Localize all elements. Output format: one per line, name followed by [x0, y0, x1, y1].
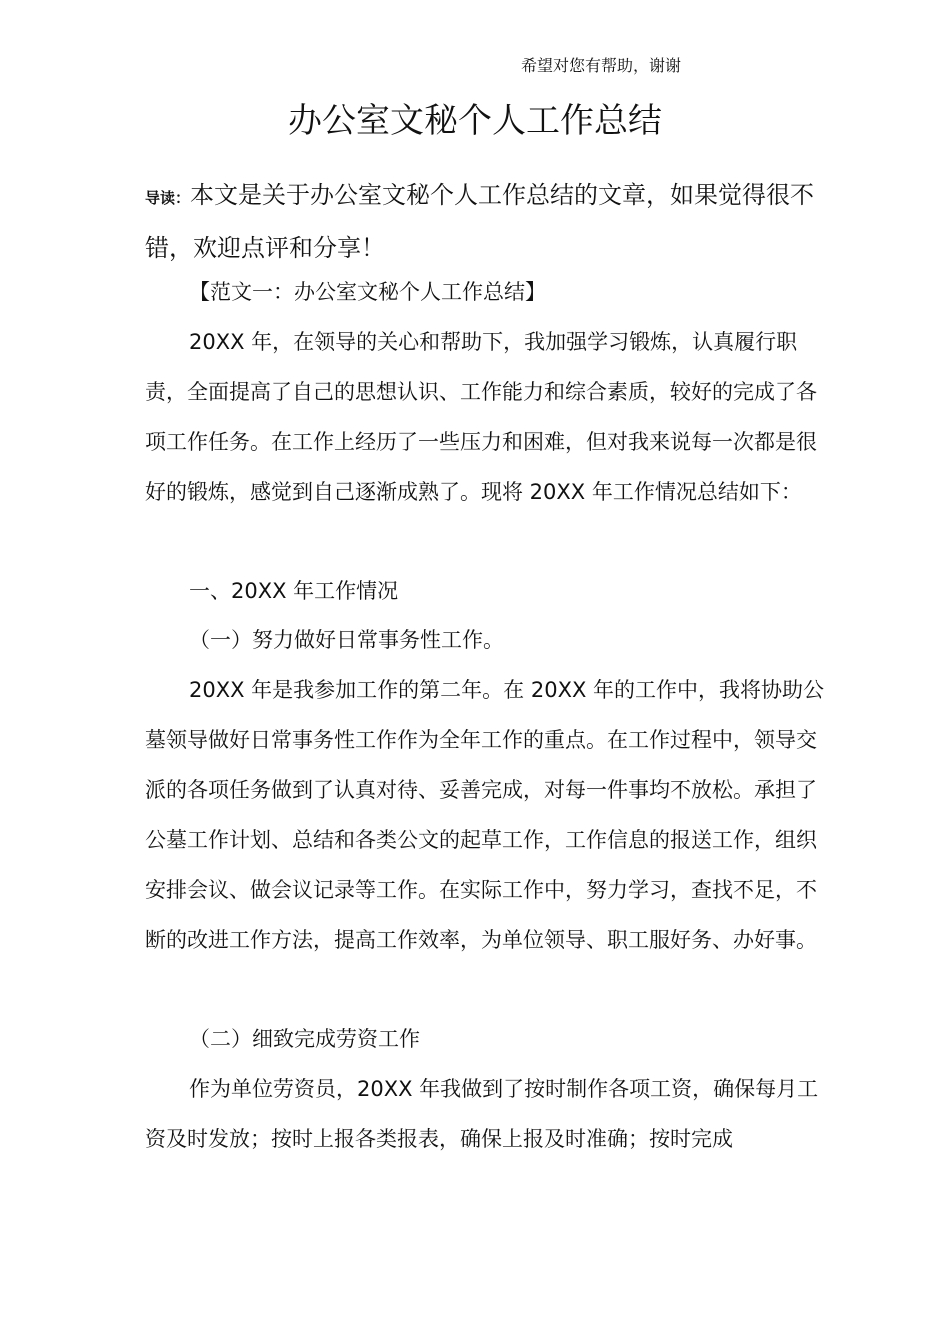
header-note: 希望对您有帮助，谢谢 [521, 56, 682, 75]
subsection-heading-payroll-work: （二）细致完成劳资工作 [189, 1027, 420, 1051]
sample-section-title: 【范文一：办公室文秘个人工作总结】 [189, 280, 546, 304]
paragraph-overview: 20XX 年，在领导的关心和帮助下，我加强学习锻炼，认真履行职责，全面提高了自己的思想认识、工作能力和综合素质，较好的完成了各项工作任务。在工作上经历了一些压力和困难，但对我来说每一次都是很好的锻炼，感觉到自己逐渐成熟了。现将 20XX 年工作情况总结如下： [145, 330, 817, 504]
intro-text: 本文是关于办公室文秘个人工作总结的文章，如果觉得很不错，欢迎点评和分享！ [145, 181, 815, 262]
intro-label: 导读： [145, 189, 191, 207]
section-heading-work-status: 一、20XX 年工作情况 [189, 579, 399, 603]
document-title: 办公室文秘个人工作总结 [288, 101, 662, 141]
paragraph-daily-work: 20XX 年是我参加工作的第二年。在 20XX 年的工作中，我将协助公墓领导做好日常事务性工作作为全年工作的重点。在工作过程中，领导交派的各项任务做到了认真对待、妥善完成，对每一件事均不放松。承担了公墓工作计划、总结和各类公文的起草工作，工作信息的报送工作，组织安排会议、做会议记录等工作。在实际工作中，努力学习，查找不足，不断的改进工作方法，提高工作效率，为单位领导、职工服好务、办好事。 [145, 678, 825, 952]
paragraph-payroll-work: 作为单位劳资员，20XX 年我做到了按时制作各项工资，确保每月工资及时发放；按时上报各类报表，确保上报及时准确；按时完成 [145, 1077, 819, 1151]
subsection-heading-daily-work: （一）努力做好日常事务性工作。 [189, 628, 504, 652]
intro-paragraph [145, 170, 817, 273]
